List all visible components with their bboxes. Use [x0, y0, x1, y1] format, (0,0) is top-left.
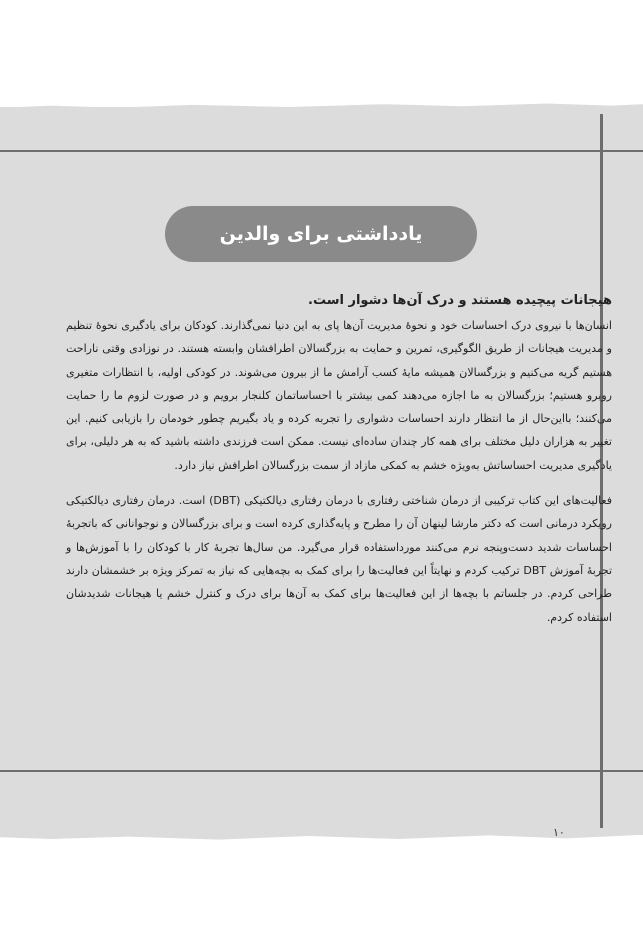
paragraph-1: انسان‌ها با نیروی درک احساسات خود و نحوهٔ مدیریت آن‌ها پای به این دنیا نمی‌گذارند. کودکان برای یادگیری نحوهٔ تنظیم و مدیریت هیجانات از طریق الگوگیری، تمرین و حمایت به بزرگسالان اطرافشان وابسته هستند. در نوزادی وقتی ناراحت هستیم گریه می‌کنیم و بزرگسالان همیشه مایهٔ کسب آرامش ما از بیرون می‌شوند. در کودکی اولیه، با انتظارات متغیری روبرو هستیم؛ بزرگسالان به ما اجازه می‌دهند کمی بیشتر با احساساتمان کلنجار برویم و در صورت لزوم ما را حمایت می‌کنند؛ بااین‌حال از ما انتظار دارند احساسات دشواری را تجربه کرده و یاد بگیریم چطور خودمان را بازیابی کنیم. این تغییر به هزاران دلیل مختلف برای همه کار چندان ساده‌ای نیست. ممکن است فرزندی داشته باشید که به هر دلیلی، برای یادگیری مدیریت احساساتش به‌ویژه خشم به کمکی مازاد از سمت بزرگسالان اطرافش نیاز دارد.	[66, 319, 612, 472]
frame-top-line	[0, 150, 643, 152]
article-body	[66, 290, 612, 629]
page-number: ۱۰	[553, 826, 565, 839]
panel-torn-bottom-edge	[0, 830, 643, 842]
section-heading: هیجانات پیچیده هستند و درک آن‌ها دشوار است.	[308, 293, 612, 308]
paragraph-2: فعالیت‌های این کتاب ترکیبی از درمان شناختی رفتاری با درمان رفتاری دیالکتیکی (DBT) است. درمان رفتاری دیالکتیکی رویکرد درمانی است که دکتر مارشا لینهان آن را مطرح و پایه‌گذاری کرده است و برای بزرگسالان و نوجوانانی که باتجربهٔ احساسات شدید دست‌وپنجه نرم می‌کنند مورداستفاده قرار می‌گیرد. من سال‌ها تجربهٔ کار با کودکان را با آموزش‌ها و تجربهٔ آموزش DBT ترکیب کردم و نهایتاً این فعالیت‌ها را برای کمک به بچه‌هایی که نیاز به تمرکز ویژه بر خشمشان دارند طراحی کردم. در جلساتم با بچه‌ها از این فعالیت‌ها برای کمک به آن‌ها برای درک و کنترل خشم یا هیجانات شدیدشان استفاده کردم.	[66, 494, 613, 624]
page-title: یادداشتی برای والدین	[219, 223, 423, 245]
frame-bottom-line	[0, 770, 643, 772]
title-banner	[165, 206, 477, 262]
